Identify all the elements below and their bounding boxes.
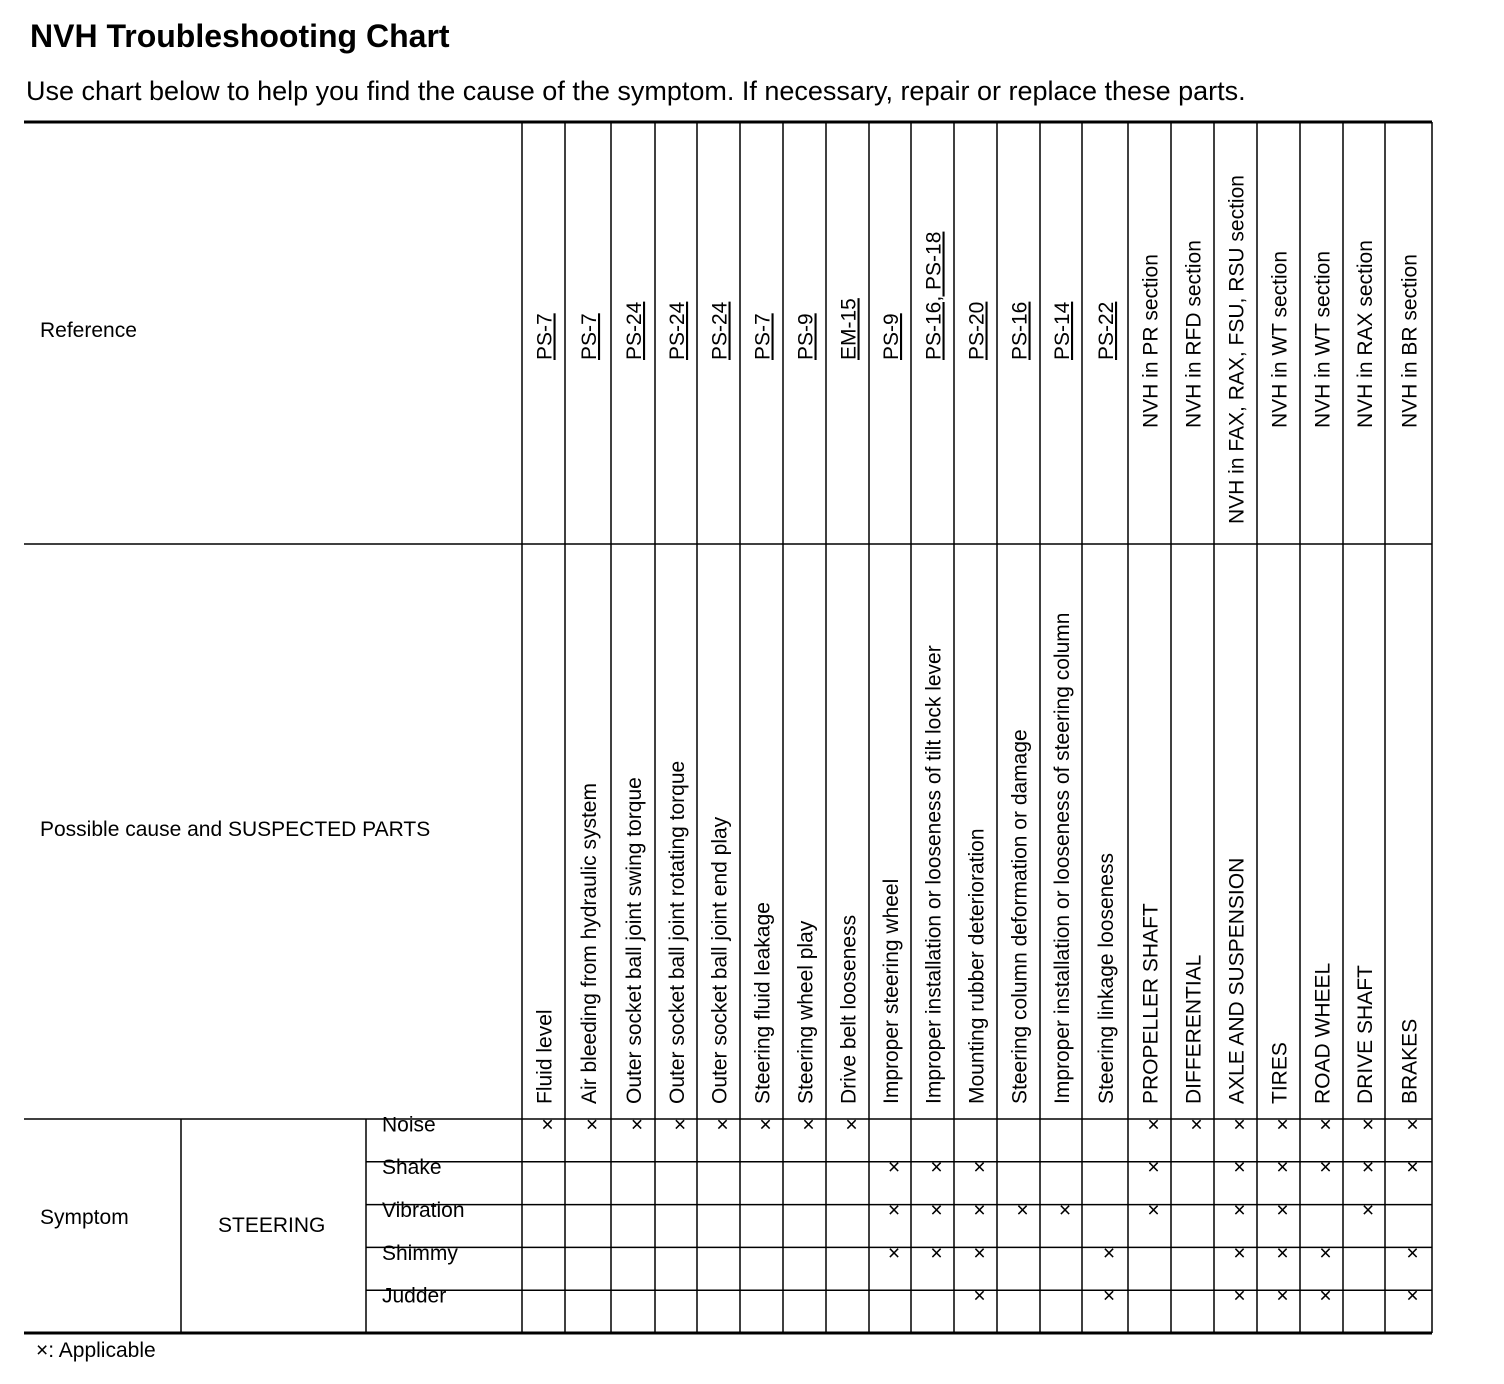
applicable-mark: × [1319, 1156, 1332, 1180]
applicable-mark: × [1361, 1113, 1375, 1137]
reference-18: NVH in WT section [1268, 251, 1292, 428]
reference-15: NVH in PR section [1139, 254, 1163, 428]
cause-5: Outer socket ball joint end play [708, 816, 732, 1104]
reference-label: Reference [40, 319, 137, 342]
reference-4: PS-24 [666, 301, 689, 360]
applicable-mark: × [541, 1113, 554, 1137]
applicable-mark: × [1190, 1113, 1203, 1137]
cause-7: Steering wheel play [794, 920, 818, 1104]
cause-14: Steering linkage looseness [1095, 853, 1118, 1104]
symptom-vibration: Vibration [382, 1199, 465, 1222]
cause-6: Steering fluid leakage [751, 902, 775, 1104]
applicable-mark: × [1102, 1284, 1116, 1308]
cause-3: Outer socket ball joint swing torque [623, 777, 646, 1104]
page-subtitle: Use chart below to help you find the cause of the symptom. If necessary, repair or replace these parts. [26, 76, 1246, 106]
applicable-mark: × [887, 1156, 901, 1180]
page-title: NVH Troubleshooting Chart [30, 18, 450, 54]
applicable-mark: × [1406, 1113, 1419, 1137]
cause-13: Improper installation or looseness of steering column [1051, 612, 1074, 1104]
cause-18: TIRES [1268, 1042, 1292, 1104]
applicable-mark: × [973, 1241, 986, 1265]
applicable-mark: × [1406, 1241, 1419, 1265]
reference-9: PS-9 [880, 313, 903, 360]
applicable-mark: × [1406, 1284, 1419, 1308]
reference-5: PS-24 [708, 301, 732, 360]
applicable-mark: × [930, 1156, 943, 1180]
applicable-mark: × [1406, 1156, 1419, 1180]
reference-1: PS-7 [533, 313, 557, 360]
reference-8: EM-15 [837, 298, 861, 360]
applicable-mark: × [1319, 1241, 1332, 1265]
cause-1: Fluid level [533, 1009, 557, 1104]
cause-17: AXLE AND SUSPENSION [1225, 857, 1249, 1104]
cause-8: Drive belt looseness [837, 914, 861, 1104]
applicable-mark: × [1233, 1199, 1246, 1222]
reference-11: PS-20 [965, 301, 989, 360]
symptom-label: Symptom [40, 1206, 129, 1229]
applicable-mark: × [973, 1156, 986, 1180]
applicable-mark: × [930, 1241, 943, 1265]
reference-2: PS-7 [578, 313, 601, 360]
applicable-mark: × [1147, 1113, 1160, 1137]
applicable-mark: × [673, 1113, 687, 1137]
applicable-mark: × [1016, 1199, 1029, 1222]
legend-note: ×: Applicable [36, 1339, 156, 1362]
reference-19: NVH in WT section [1311, 251, 1335, 428]
applicable-mark: × [1233, 1284, 1246, 1308]
symptom-noise: Noise [382, 1113, 436, 1137]
applicable-mark: × [1147, 1156, 1160, 1180]
reference-3: PS-24 [623, 301, 646, 360]
applicable-mark: × [716, 1113, 729, 1137]
reference-20: NVH in RAX section [1354, 240, 1377, 428]
reference-6: PS-7 [751, 313, 775, 360]
applicable-mark: × [759, 1113, 772, 1137]
reference-16: NVH in RFD section [1182, 240, 1206, 428]
applicable-mark: × [1276, 1199, 1289, 1222]
reference-7: PS-9 [794, 313, 818, 360]
applicable-mark: × [973, 1199, 986, 1222]
reference-17: NVH in FAX, RAX, FSU, RSU section [1225, 175, 1249, 524]
reference-12: PS-16 [1008, 301, 1032, 360]
applicable-mark: × [930, 1199, 943, 1222]
cause-11: Mounting rubber deterioration [965, 828, 989, 1104]
symptom-judder: Judder [382, 1284, 447, 1308]
reference-10: PS-16, PS-18 [922, 231, 946, 360]
applicable-mark: × [1233, 1156, 1246, 1180]
applicable-mark: × [1276, 1241, 1289, 1265]
applicable-mark: × [845, 1113, 858, 1137]
cause-2: Air bleeding from hydraulic system [578, 783, 601, 1104]
group-label: STEERING [218, 1214, 326, 1237]
applicable-mark: × [973, 1284, 986, 1308]
cause-12: Steering column deformation or damage [1008, 729, 1032, 1104]
cause-9: Improper steering wheel [880, 878, 903, 1104]
applicable-mark: × [1276, 1113, 1289, 1137]
cause-20: DRIVE SHAFT [1354, 965, 1377, 1104]
cause-4: Outer socket ball joint rotating torque [666, 760, 689, 1104]
symptom-shimmy: Shimmy [382, 1241, 458, 1265]
applicable-mark: × [802, 1113, 815, 1137]
cause-label: Possible cause and SUSPECTED PARTS [40, 818, 431, 841]
cause-19: ROAD WHEEL [1311, 962, 1335, 1104]
applicable-mark: × [1233, 1241, 1246, 1265]
reference-14: PS-22 [1095, 301, 1118, 360]
cause-16: DIFFERENTIAL [1182, 954, 1206, 1104]
applicable-mark: × [887, 1199, 901, 1222]
applicable-mark: × [630, 1113, 644, 1137]
reference-13: PS-14 [1051, 301, 1074, 360]
applicable-mark: × [1319, 1284, 1332, 1308]
applicable-mark: × [887, 1241, 901, 1265]
cause-10: Improper installation or looseness of tilt lock lever [922, 645, 946, 1104]
applicable-mark: × [585, 1113, 599, 1137]
applicable-mark: × [1102, 1241, 1116, 1265]
applicable-mark: × [1147, 1199, 1160, 1222]
reference-21: NVH in BR section [1398, 254, 1422, 428]
symptom-shake: Shake [382, 1156, 442, 1180]
applicable-mark: × [1058, 1199, 1072, 1222]
applicable-mark: × [1361, 1199, 1375, 1222]
applicable-mark: × [1276, 1284, 1289, 1308]
applicable-mark: × [1233, 1113, 1246, 1137]
applicable-mark: × [1276, 1156, 1289, 1180]
applicable-mark: × [1361, 1156, 1375, 1180]
cause-15: PROPELLER SHAFT [1139, 903, 1163, 1104]
applicable-mark: × [1319, 1113, 1332, 1137]
cause-21: BRAKES [1398, 1018, 1422, 1104]
